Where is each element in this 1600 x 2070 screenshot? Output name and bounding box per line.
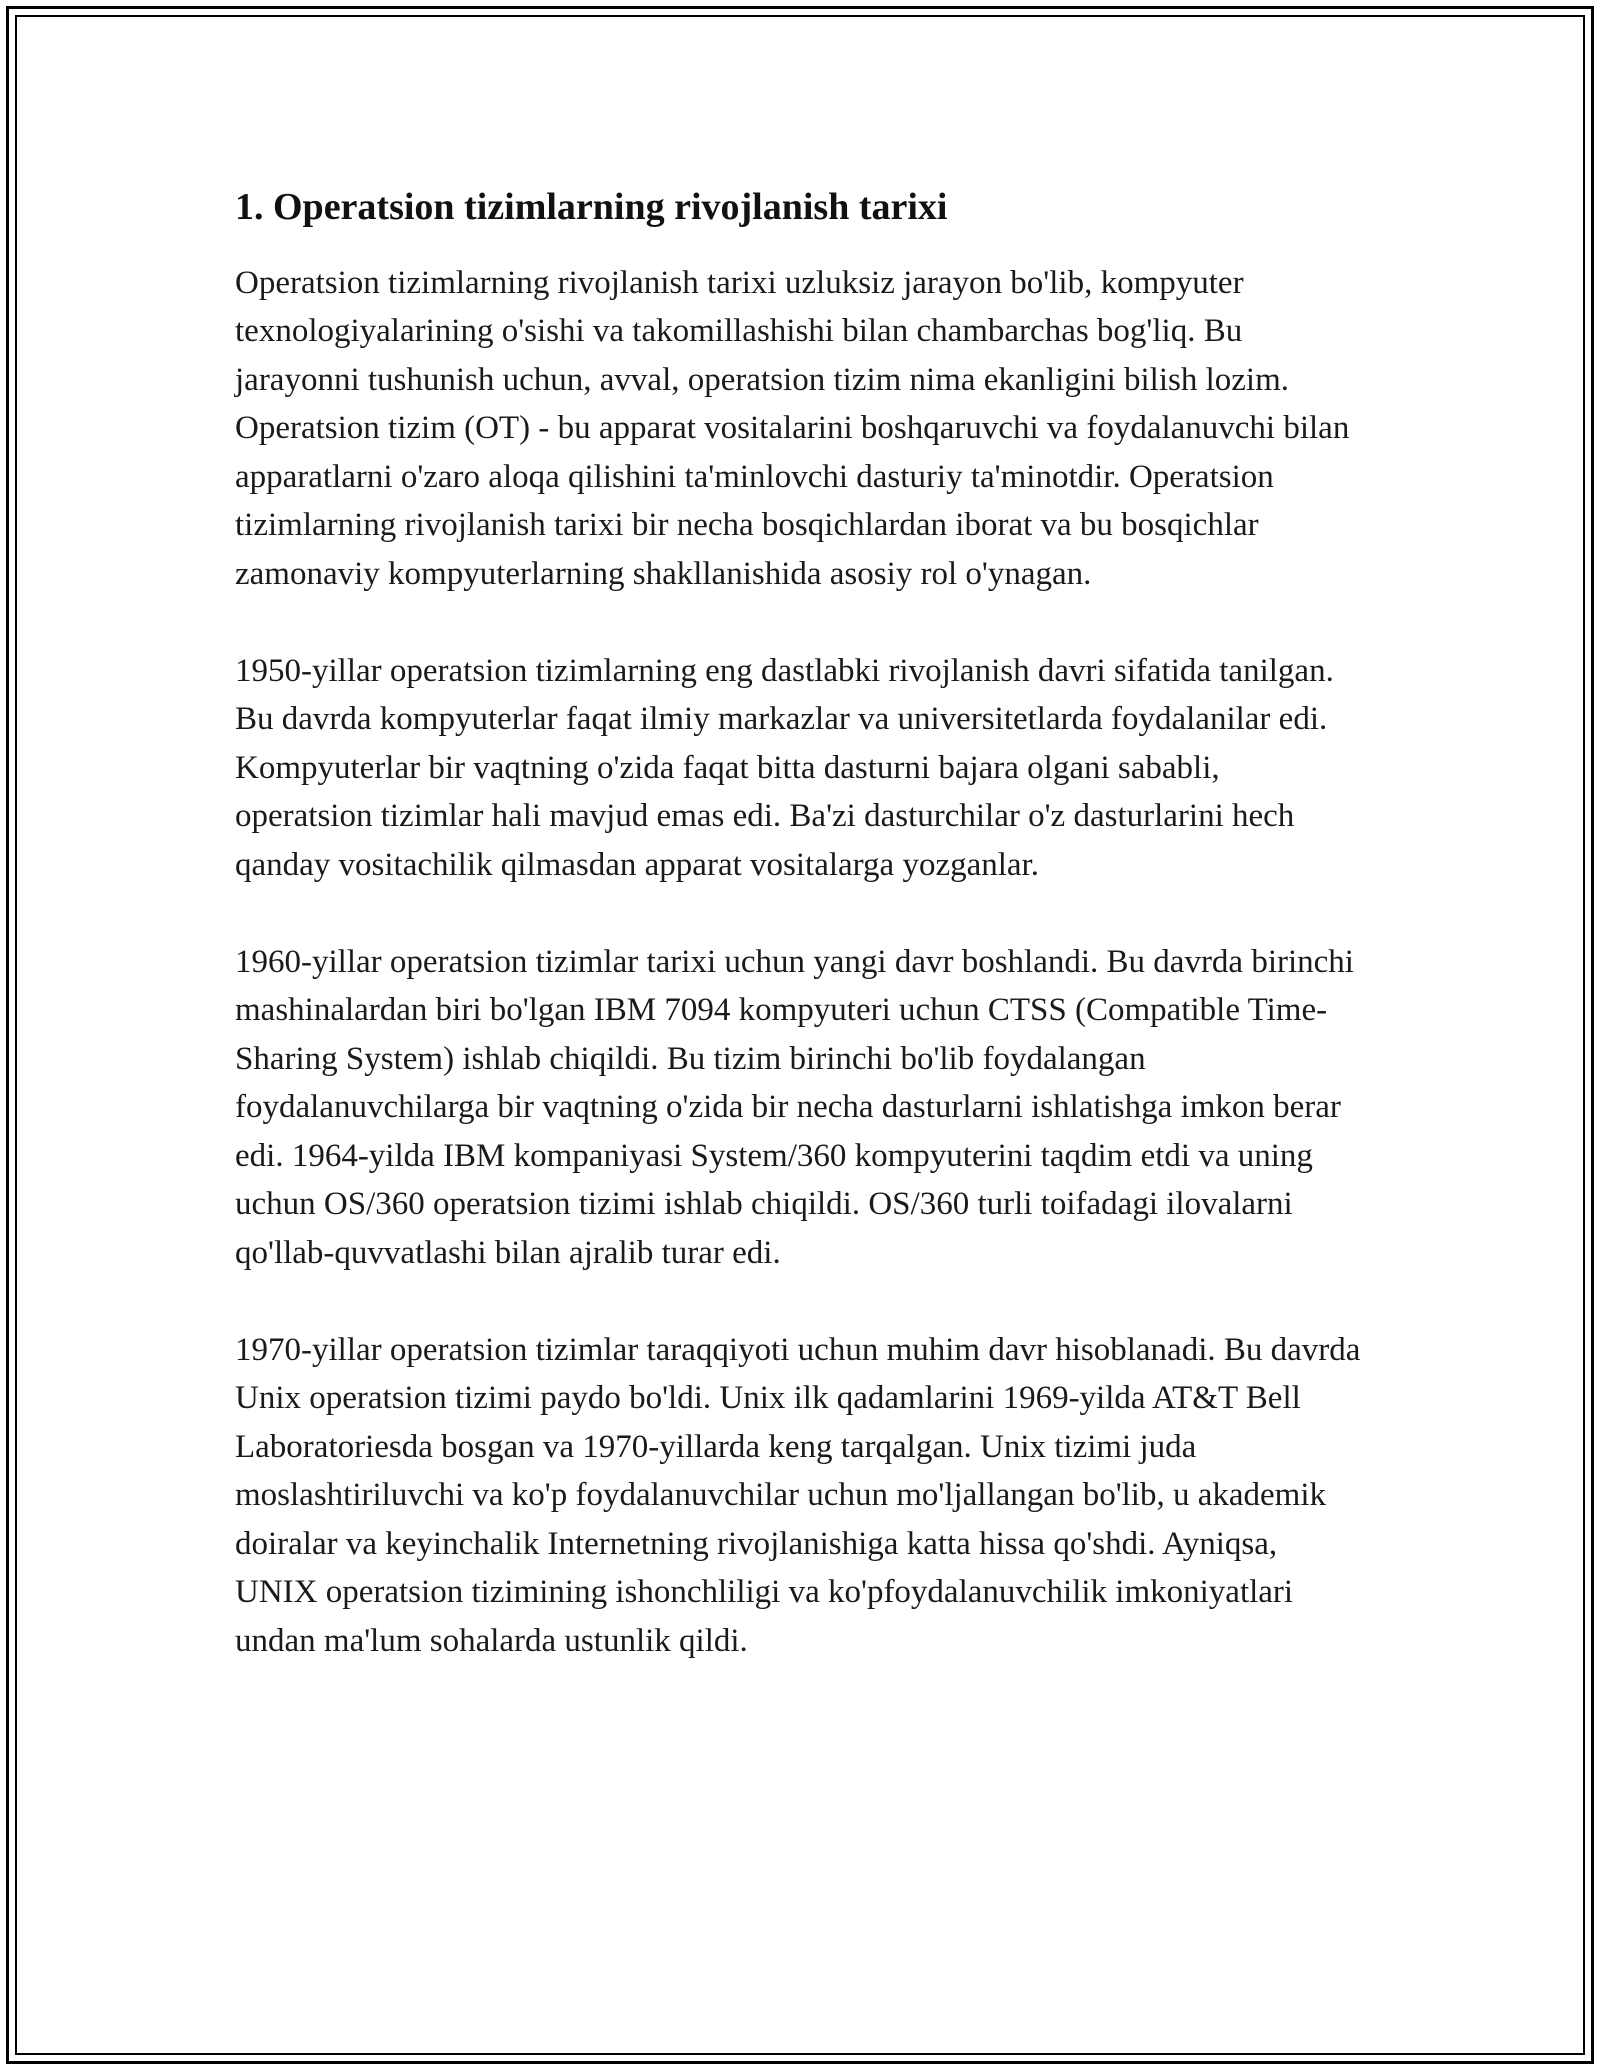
section-title: 1. Operatsion tizimlarning rivojlanish tarixi xyxy=(235,186,948,228)
paragraph-1960s: 1960-yillar operatsion tizimlar tarixi uchun yangi davr boshlandi. Bu davrda birinchi mashinalardan biri bo'lgan IBM 7094 kompyuteri uchun CTSS (Compatible Time-Sharing System) ishlab chiqildi. Bu tizim birinchi bo'lib foydalangan foydalanuvchilarga bir vaqtning o'zida bir necha dasturlarni ishlatishga imkon berar edi. 1964-yilda IBM kompaniyasi System/360 kompyuterini taqdim etdi va uning uchun OS/360 operatsion tizimi ishlab chiqildi. OS/360 turli toifadagi ilovalarni qo'llab-quvvatlashi bilan ajralib turar edi. xyxy=(235,943,1354,1271)
paragraph-1950s: 1950-yillar operatsion tizimlarning eng dastlabki rivojlanish davri sifatida tanilgan. Bu davrda kompyuterlar faqat ilmiy markazlar va universitetlarda foydalanilar edi. Kompyuterlar bir vaqtning o'zida faqat bitta dasturni bajara olgani sababli, operatsion tizimlar hali mavjud emas edi. Ba'zi dasturchilar o'z dasturlarini hech qanday vositachilik qilmasdan apparat vositalarga yozganlar. xyxy=(235,652,1334,883)
document-body xyxy=(235,185,1365,1714)
paragraph-intro: Operatsion tizimlarning rivojlanish tarixi uzluksiz jarayon bo'lib, kompyuter texnologiyalarining o'sishi va takomillashishi bilan chambarchas bog'liq. Bu jarayonni tushunish uchun, avval, operatsion tizim nima ekanligini bilish lozim. Operatsion tizim (OT) - bu apparat vositalarini boshqaruvchi va foydalanuvchi bilan apparatlarni o'zaro aloqa qilishini ta'minlovchi dasturiy ta'minotdir. Operatsion tizimlarning rivojlanish tarixi bir necha bosqichlardan iborat va bu bosqichlar zamonaviy kompyuterlarning shakllanishida asosiy rol o'ynagan. xyxy=(235,264,1350,592)
paragraph-1970s: 1970-yillar operatsion tizimlar taraqqiyoti uchun muhim davr hisoblanadi. Bu davrda Unix operatsion tizimi paydo bo'ldi. Unix ilk qadamlarini 1969-yilda AT&T Bell Laboratoriesda bosgan va 1970-yillarda keng tarqalgan. Unix tizimi juda moslashtiriluvchi va ko'p foydalanuvchilar uchun mo'ljallangan bo'lib, u akademik doiralar va keyinchalik Internetning rivojlanishiga katta hissa qo'shdi. Ayniqsa, UNIX operatsion tizimining ishonchliligi va ko'pfoydalanuvchilik imkoniyatlari undan ma'lum sohalarda ustunlik qildi. xyxy=(235,1331,1361,1659)
